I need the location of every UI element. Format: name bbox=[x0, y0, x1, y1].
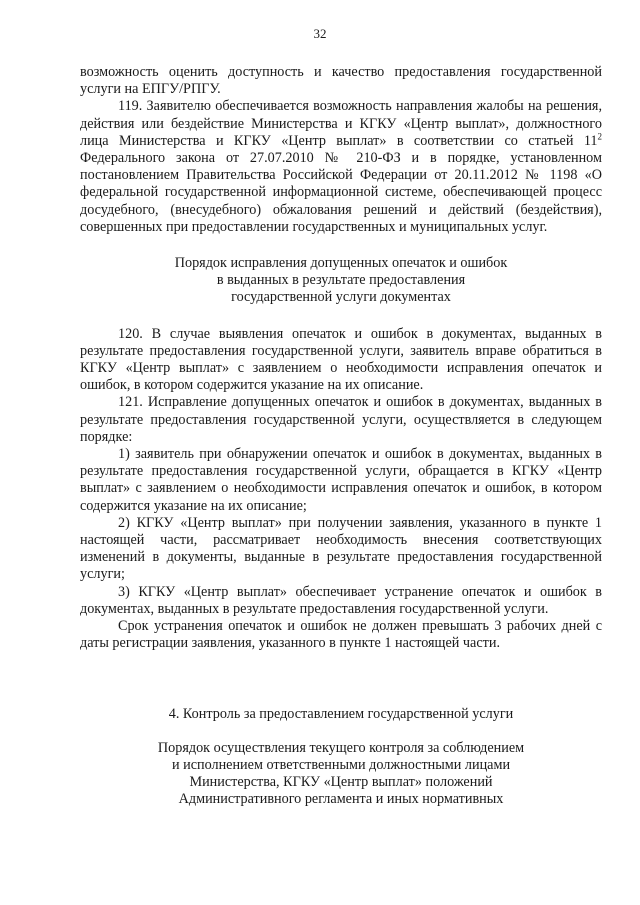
list-item-3: 3) КГКУ «Центр выплат» обеспечивает устранение опечаток и ошибок в документах, выданных в результате предоставления государственной услуги. bbox=[80, 583, 602, 617]
paragraph-120: 120. В случае выявления опечаток и ошибок в документах, выданных в результате предоставления государственной услуги, заявитель вправе обратиться в КГКУ «Центр выплат» с заявлением о необходимости исправления опечаток и ошибок, в котором содержится указание на их описание. bbox=[80, 325, 602, 394]
heading-corrections-line-1: Порядок исправления допущенных опечаток и ошибок bbox=[174, 255, 508, 272]
paragraph-121: 121. Исправление допущенных опечаток и ошибок в документах, выданных в результате предоставления государственной услуги, осуществляется в следующем порядке: bbox=[80, 394, 602, 445]
heading-corrections-line-3: государственной услуги документах bbox=[231, 289, 451, 306]
list-item-2: 2) КГКУ «Центр выплат» при получении заявления, указанного в пункте 1 настоящей части, рассматривает необходимость внесения соответствующих изменений в документы, выданные в результате предоставления государственной услуги; bbox=[80, 514, 602, 583]
paragraph-119 bbox=[80, 98, 602, 236]
heading-control bbox=[80, 740, 602, 809]
heading-control-line-2: и исполнением ответственными должностными лицами bbox=[171, 756, 511, 773]
section-4-title bbox=[80, 706, 602, 723]
list-item-1: 1) заявитель при обнаружении опечаток и ошибок в документах, выданных в результате предоставления государственной услуги, обращается в КГКУ «Центр выплат» с заявлением о необходимости исправления опечаток и ошибок, в котором содержится указание на их описание; bbox=[80, 446, 602, 514]
paragraph-deadline: Срок устранения опечаток и ошибок не должен превышать 3 рабочих дней с даты регистрации заявления, указанного в пункте 1 настоящей части. bbox=[80, 618, 602, 652]
document-body bbox=[80, 64, 602, 809]
heading-control-line-4: Административного регламента и иных нормативных bbox=[178, 791, 504, 808]
paragraph-119-text-b: Федерального закона от 27.07.2010 № 210-ФЗ и в порядке, установленном постановлением Правительства Российской Федерации от 20.11.2012 № 1198 «О федеральной государственной информационной системе, обеспечивающей процесс досудебного, (внесудебного) обжалования решений и действий (бездействия), совершенных при предоставлении государственных и муниципальных услуг. bbox=[80, 150, 602, 235]
section-4-title-text: 4. Контроль за предоставлением государственной услуги bbox=[168, 705, 514, 722]
heading-corrections bbox=[80, 255, 602, 307]
page-number: 32 bbox=[313, 26, 327, 41]
heading-control-line-3: Министерства, КГКУ «Центр выплат» положений bbox=[189, 774, 493, 791]
superscript-article-number: 2 bbox=[597, 131, 602, 142]
heading-corrections-line-2: в выданных в результате предоставления bbox=[216, 272, 466, 289]
paragraph-119-text-a: 119. Заявителю обеспечивается возможность направления жалобы на решения, действия или бездействие Министерства и КГКУ «Центр выплат», должностного лица Министерства и КГКУ «Центр выплат» в соответствии со статьей 11 bbox=[80, 98, 602, 149]
heading-control-line-1: Порядок осуществления текущего контроля за соблюдением bbox=[157, 739, 525, 756]
paragraph-intro-tail: возможность оценить доступность и качество предоставления государственной услуги на ЕПГУ/РПГУ. bbox=[80, 64, 602, 98]
